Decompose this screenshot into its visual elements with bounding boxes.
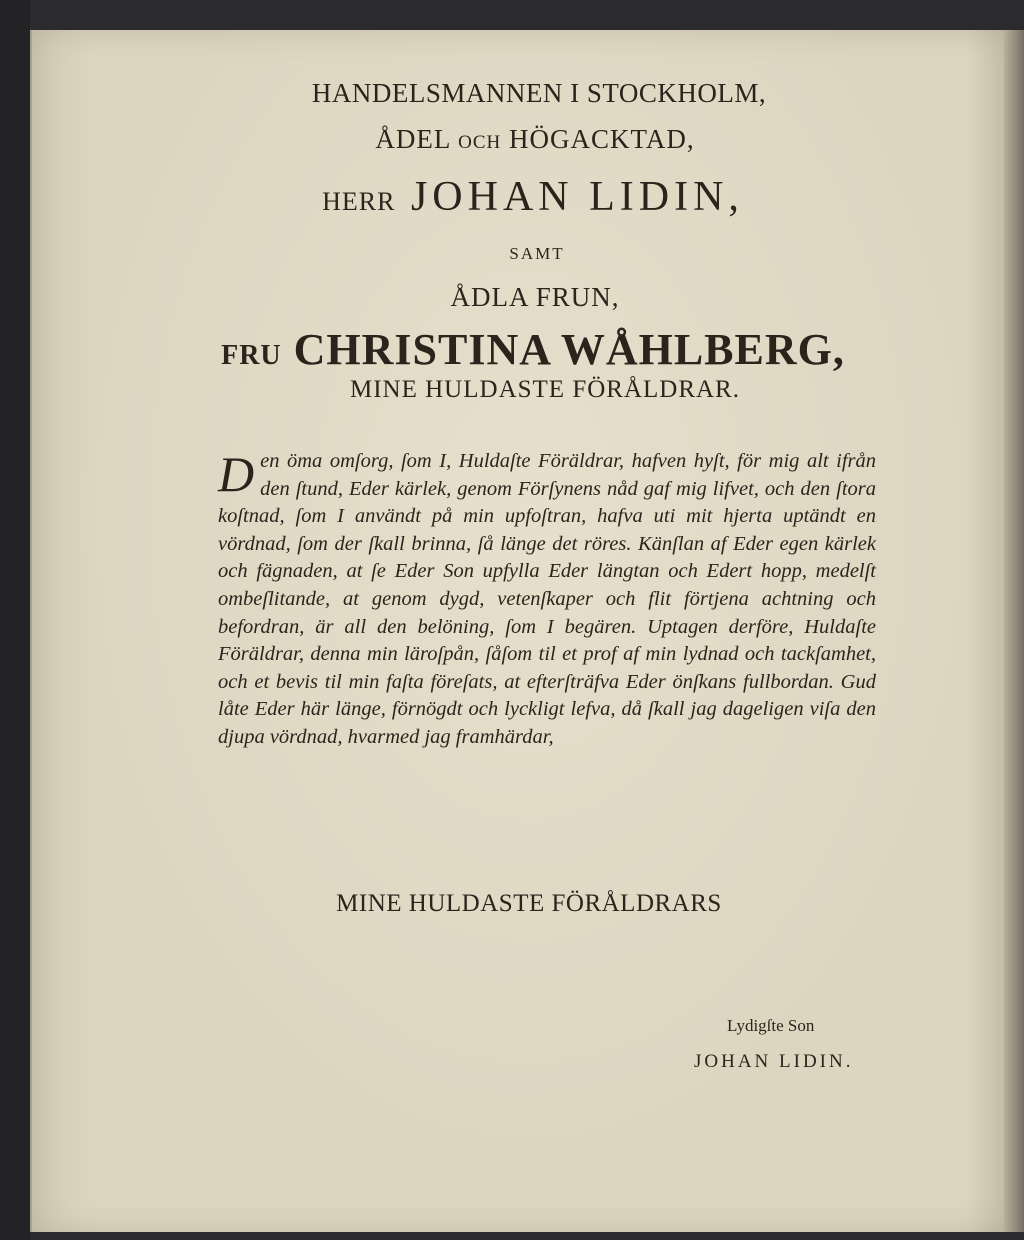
heading-line-1: HANDELSMANNEN I STOCKHOLM, [311, 78, 767, 108]
body-paragraph: en öma omſorg, ſom I, Huldaſte Föräldrar, hafven hyſt, för mig alt ifrån den ſtund, Eder kärlek, genom Förſynens nåd gaf mig lifvet, och den ſtora koſtnad, ſom I användt på min upfoſtran, hafva uti mit hjerta uptändt en vördnad, ſom der ſkall brinna, ſå länge det röres. Känſlan af Eder egen kärlek och fägnaden, at ſe Eder Son upfylla Eder längtan och Edert hopp, medelſt ombeſlitande, at genom dygd, vetenſkaper och flit förtjena achtning och befordran, är all den belöning, ſom I begären. Uptagen derföre, Huldaſte Föräldrar, denna min läroſpån, ſåſom til et prof af min lydnad och tackſamhet, och et bevis til min faſta föreſats, at efterſträfva Eder önſkans fullbordan. Gud låte Eder här länge, förnögdt och lyckligt lefva, då ſkall jag dageligen viſa den djupa vördnad, hvarmed jag framhärdar, [218, 450, 876, 748]
title-fru: FRU [221, 340, 282, 371]
heading-line-2 [38, 124, 1024, 155]
heading-line-7: MINE HULDASTE FÖRÅLDRAR. [350, 376, 740, 403]
scan-border [0, 0, 30, 1240]
heading-line-2-a: ÅDEL [375, 124, 451, 154]
drop-cap: D [218, 446, 255, 502]
book-page [30, 30, 1024, 1232]
signature-line: Lydigſte Son [727, 1016, 815, 1035]
heading-line-6 [36, 324, 1024, 375]
name-johan-lidin: JOHAN LIDIN, [410, 174, 744, 220]
heading-line-3 [36, 173, 1024, 221]
heading-line-2-c: HÖGACKTAD, [509, 124, 695, 154]
dedication-body [218, 448, 876, 752]
closing-line: MINE HULDASTE FÖRÅLDRARS [336, 890, 722, 917]
heading-line-5: ÅDLA FRUN, [450, 282, 620, 312]
signature-name: JOHAN LIDIN. [694, 1051, 854, 1072]
name-christina-wahlberg: CHRISTINA WÅHLBERG, [293, 325, 845, 374]
title-herr: HERR [322, 187, 396, 216]
heading-line-4: SAMT [509, 244, 565, 263]
heading-line-2-b: OCH [458, 132, 502, 153]
